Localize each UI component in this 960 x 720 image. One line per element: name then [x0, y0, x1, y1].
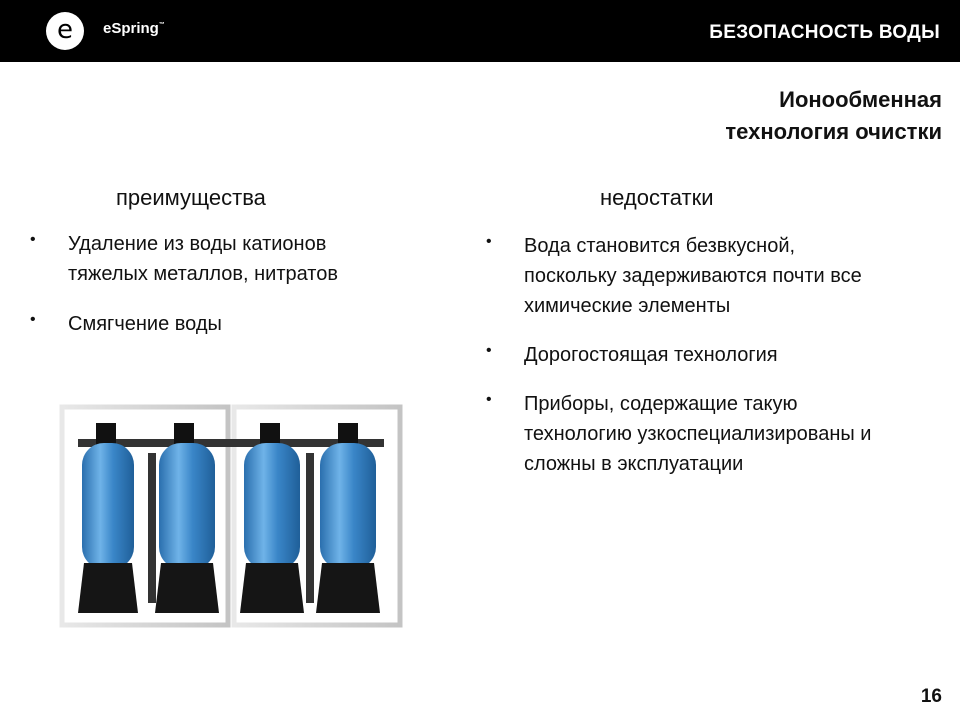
section-title: БЕЗОПАСНОСТЬ ВОДЫ	[709, 22, 940, 43]
item-line: • Приборы, содержащие такую	[524, 393, 798, 415]
logo-letter: e	[57, 14, 73, 45]
ion-exchange-filter-photo	[58, 403, 404, 631]
disadvantages-list	[524, 231, 944, 498]
item-line: тяжелых металлов, нитратов	[68, 263, 338, 285]
item-line: • Вода становится безвкусной,	[524, 235, 796, 257]
advantages-list	[68, 229, 428, 339]
header-bar	[0, 0, 960, 62]
item-line: технологию узкоспециализированы и	[524, 423, 872, 445]
trademark-mark: ™	[158, 22, 165, 28]
list-item	[68, 309, 428, 339]
list-item	[524, 340, 944, 370]
item-line: сложны в эксплуатации	[524, 453, 744, 475]
espring-logo	[46, 12, 84, 50]
tank	[316, 423, 380, 613]
disadvantages-heading: недостатки	[600, 185, 714, 210]
tank	[78, 423, 138, 613]
list-item	[524, 231, 944, 321]
brand-name	[103, 20, 165, 37]
item-line: • Удаление из воды катионов	[68, 233, 327, 255]
item-line: поскольку задерживаются почти все	[524, 265, 862, 287]
item-line: • Дорогостоящая технология	[524, 344, 778, 366]
list-item	[68, 229, 428, 289]
subtitle-line-2: технология очистки	[725, 119, 942, 144]
brand-text: eSpring	[103, 20, 159, 37]
item-line: • Смягчение воды	[68, 313, 222, 335]
advantages-heading: преимущества	[116, 185, 266, 210]
item-line: химические элементы	[524, 295, 731, 317]
subtitle-line-1: Ионообменная	[779, 87, 942, 112]
page-number: 16	[920, 686, 942, 707]
tank	[155, 423, 219, 613]
slide-subtitle	[725, 84, 942, 148]
tank	[240, 423, 304, 613]
list-item	[524, 389, 944, 479]
